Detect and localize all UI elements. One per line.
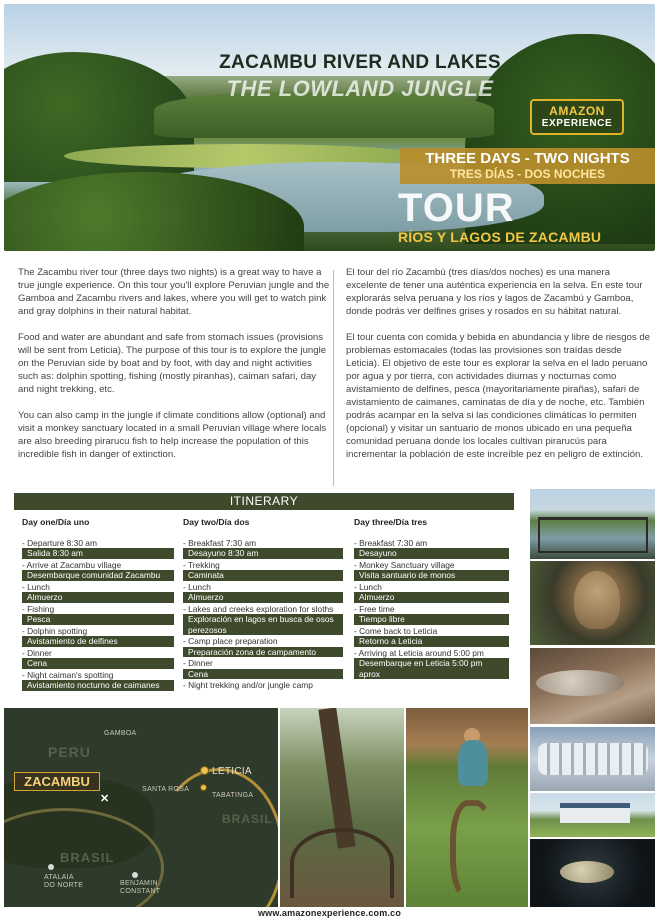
day-two (183, 517, 343, 691)
activity-en: - Breakfast 7:30 am (354, 537, 428, 548)
map-label-brasil-south: BRASIL (60, 850, 115, 865)
intro-en-paragraph: You can also camp in the jungle if climate conditions allow (optional) and visit a monkey sanctuary located in a small Peruvian village where locals are also breeding pirarucu fish to help increase the population of this incredible fish in danger of extinction. (18, 410, 327, 460)
activity-en: - Night caiman's spotting (22, 669, 114, 680)
map-label-leticia: LETICIA (212, 766, 252, 777)
activity-en: - Night trekking and/or jungle camp (183, 680, 313, 690)
day-title: Day two/Día dos (183, 517, 250, 527)
activity-en: - Lunch (22, 581, 50, 592)
activity-en: - Camp place preparation (183, 636, 278, 646)
monkey (574, 571, 620, 629)
activity-en: - Free time (354, 603, 395, 614)
intro-en-paragraph: Food and water are abundant and safe from stomach issues (provisions will be sent from Leticia). The purpose of this tour is to explore the jungle on the Peruvian side by boat and by foot, with day and night activities such as: dolphin spotting, fishing (mostly piranhas), caiman safari, day and night trekking, etc. (18, 332, 327, 395)
activity-es: Almuerzo (354, 592, 509, 603)
activity-es: Caminata (183, 570, 343, 581)
snake (450, 800, 494, 900)
dock (538, 517, 648, 553)
activity-en: - Dinner (183, 658, 213, 668)
column-divider (333, 270, 334, 486)
activity-en: - Dolphin spotting (22, 625, 88, 636)
intro-es-paragraph: El tour del río Zacambú (tres días/dos noches) es una manera excelente de tener una auténtica experiencia en la selva. En este tour explorarás selva peruana y los ríos y lagos de Zacambú y Gamboa, donde podrás ver delfines grises y rosados en su hábitat natural. (346, 267, 643, 317)
tour-heading: TOUR (398, 186, 515, 230)
map-label-santa-rosa: SANTA ROSA (142, 786, 190, 793)
intro-es-paragraph: El tour cuenta con comida y bebida en abundancia y libre de riesgos de problemas estomacales (todas las provisiones son traídas desde Leticia). El objetivo de este tour es explorar la selva en el lado peruano por agua y por tierra, con actividades diurnas y nocturnas como avistamiento de delfines, pesca (mayoritariamente pirañas), safari de avistamiento de caimanes, caminatas de día y de noche, etc. También podrás acampar en la selva si las condiciones climáticas lo permiten (opcional) y visitar un santuario de monos ubicado en una pequeña comunidad peruana donde los locales cultivan pirarucús para incrementar la población de este increíble pez en peligro de extinción. (346, 332, 650, 460)
intro-english (18, 266, 334, 474)
activity-es: Almuerzo (183, 592, 343, 603)
fishes (538, 743, 648, 775)
fish (536, 670, 624, 696)
activity-en: - Lunch (354, 581, 382, 592)
intro-spanish (346, 266, 652, 474)
activity-en: - Trekking (183, 559, 220, 570)
activity-es: Exploración en lagos en busca de osos perezosos (183, 614, 343, 635)
activity-es: Preparación zona de campamento (183, 647, 343, 658)
map-label-brasil-east: BRASIL (222, 812, 273, 826)
frog (560, 861, 614, 883)
activity-en: - Fishing (22, 603, 55, 614)
activity-en: - Lakes and creeks exploration for sloths (183, 603, 334, 614)
amazon-experience-logo (530, 99, 624, 135)
house (560, 803, 630, 823)
piranhas-photo (530, 727, 655, 791)
zacambu-marker-icon: ✕ (100, 793, 110, 805)
activity-es: Desembarque en Leticia 5:00 pm aprox (354, 658, 509, 679)
fish-catch-photo (530, 648, 655, 724)
activity-es: Salida 8:30 am (22, 548, 174, 559)
hero-title: ZACAMBU RIVER AND LAKES (219, 52, 501, 73)
activity-es: Desembarque comunidad Zacambu (22, 570, 174, 581)
duration-en: THREE DAYS - TWO NIGHTS (425, 150, 630, 167)
map-label-peru: PERU (48, 744, 91, 760)
day-one (22, 517, 174, 692)
atalaia-dot-icon (48, 864, 54, 870)
monkey-photo (530, 561, 655, 645)
hero-subtitle: THE LOWLAND JUNGLE (226, 76, 494, 101)
leticia-pin-icon (200, 766, 209, 775)
activity-en: - Come back to Leticia (354, 625, 438, 636)
anaconda-photo (406, 708, 528, 907)
santa-rosa-pin-icon (200, 784, 207, 791)
mangrove-tree-photo (280, 708, 404, 907)
activity-es: Retorno a Leticia (354, 636, 509, 647)
activity-en: - Breakfast 7:30 am (183, 537, 257, 548)
person (458, 740, 488, 786)
website-url[interactable]: www.amazonexperience.com.co (257, 908, 402, 918)
activity-en: - Dinner (22, 647, 52, 658)
duration-band (400, 148, 655, 184)
map-label-gamboa: GAMBOA (104, 730, 137, 737)
tree-roots (290, 828, 394, 898)
activity-en: - Monkey Sanctuary village (354, 559, 455, 570)
activity-en: - Departure 8:30 am (22, 537, 97, 548)
logo-top-text: AMAZON (549, 104, 605, 118)
activity-es: Almuerzo (22, 592, 174, 603)
activity-es: Cena (22, 658, 174, 669)
tour-subheading: RÍOS Y LAGOS DE ZACAMBU (398, 229, 602, 245)
activity-es: Avistamiento nocturno de caimanes (22, 680, 174, 691)
activity-es: Desayuno 8:30 am (183, 548, 343, 559)
dock-river-photo (530, 489, 655, 559)
lodge-photo (530, 793, 655, 837)
map-label-zacambu: ZACAMBU (14, 772, 100, 791)
activity-es: Pesca (22, 614, 174, 625)
map-label-benjamin: BENJAMIN CONSTANT (120, 880, 161, 895)
activity-en: - Lunch (183, 581, 211, 592)
night-animal-photo (530, 839, 655, 907)
intro-en-paragraph: The Zacambu river tour (three days two nights) is a great way to have a true jungle experience. On this tour you'll explore Peruvian jungle and the Gamboa and Zacambu rivers and lakes, where you will get to watch pink and gray dolphins in their natural habitat. (18, 267, 330, 317)
itinerary-heading: ITINERARY (14, 493, 514, 510)
activity-es: Cena (183, 669, 343, 680)
activity-en: - Arriving at Leticia around 5:00 pm (354, 647, 484, 658)
activity-es: Avistamiento de delfines (22, 636, 174, 647)
region-map (4, 708, 278, 907)
map-label-tabatinga: TABATINGA (212, 792, 254, 799)
activity-es: Visita santuario de monos (354, 570, 509, 581)
activity-es: Desayuno (354, 548, 509, 559)
benjamin-dot-icon (132, 872, 138, 878)
day-title: Day three/Día tres (354, 517, 428, 527)
logo-bottom-text: EXPERIENCE (541, 118, 613, 129)
day-three (354, 517, 509, 680)
day-title: Day one/Día uno (22, 517, 90, 527)
duration-es: TRES DÍAS - DOS NOCHES (449, 167, 606, 181)
activity-en: - Arrive at Zacambu village (22, 559, 122, 570)
activity-es: Tiempo libre (354, 614, 509, 625)
map-label-atalaia: ATALAIA DO NORTE (44, 874, 84, 889)
